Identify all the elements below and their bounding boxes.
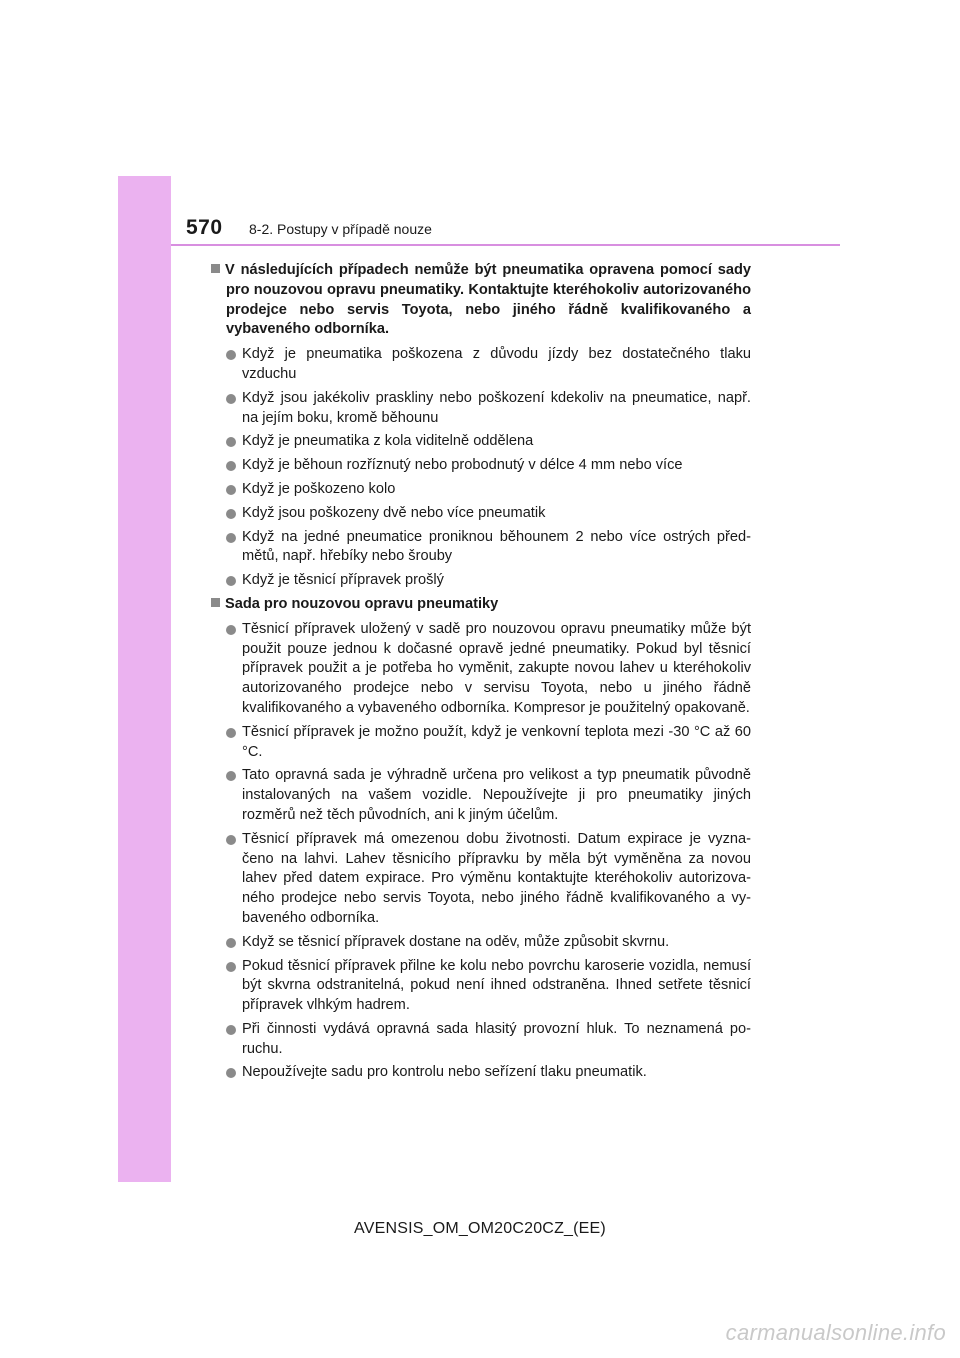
list-item-text: Když jsou jakékoliv praskliny nebo poškození kdekoliv na pneumatice, např. na jejím boku, kromě běhounu: [242, 389, 751, 426]
section-heading-repair-kit: [211, 595, 751, 615]
round-bullet-icon: [226, 485, 236, 495]
header-divider: [171, 244, 840, 246]
list-item-text: Nepoužívejte sadu pro kontrolu nebo seřízení tlaku pneumatik.: [242, 1064, 647, 1081]
round-bullet-icon: [226, 835, 236, 845]
list-item: [211, 389, 751, 429]
square-bullet-icon: [211, 598, 220, 607]
list-item-text: Při činnosti vydává opravná sada hlasitý provozní hluk. To neznamená poruchu.: [242, 1020, 751, 1057]
round-bullet-icon: [226, 625, 236, 635]
round-bullet-icon: [226, 728, 236, 738]
section-heading-restrictions: [211, 261, 751, 340]
list-item-text: Pokud těsnicí přípravek přilne ke kolu nebo povrchu karoserie vozidla, nemusí být skvrna odstranitelná, pokud není ihned odstraněna. Ihned setřete těsnicí přípravek vlhkým hadrem.: [242, 957, 751, 1014]
list-item: [211, 957, 751, 1016]
list-item-text: Když jsou poškozeny dvě nebo více pneumatik: [242, 504, 546, 521]
list-item: [211, 432, 751, 452]
round-bullet-icon: [226, 461, 236, 471]
document-code: AVENSIS_OM_OM20C20CZ_(EE): [354, 1220, 606, 1237]
list-item-text: Když je těsnicí přípravek prošlý: [242, 572, 444, 589]
round-bullet-icon: [226, 437, 236, 447]
round-bullet-icon: [226, 350, 236, 360]
round-bullet-icon: [226, 1025, 236, 1035]
list-item-text: Těsnicí přípravek je možno použít, když je venkovní teplota mezi -30 °C až 60 °C.: [242, 723, 751, 760]
round-bullet-icon: [226, 533, 236, 543]
list-item: [211, 528, 751, 568]
list-item: [211, 1020, 751, 1060]
list-item-text: Tato opravná sada je výhradně určena pro velikost a typ pneumatik původně instalovaných na vašem vozidle. Nepoužívejte ji pro pneumatiky jiných rozměrů než těch původních, ani k jiným účelům.: [242, 767, 751, 823]
round-bullet-icon: [226, 771, 236, 781]
list-item-text: Když je běhoun rozříznutý nebo probodnutý v délce 4 mm nebo více: [242, 457, 683, 474]
list-item: [211, 571, 751, 591]
list-item-text: Když je poškozeno kolo: [242, 480, 396, 497]
list-item: [211, 1063, 751, 1083]
site-watermark: carmanualsonline.info: [725, 1320, 946, 1345]
list-item: [211, 933, 751, 953]
list-item-text: Těsnicí přípravek má omezenou dobu životnosti. Datum expirace je vyznačeno na lahvi. Lahev těsnicího přípravku by měla být vyměněna za novou lahev před datem expirace. Pro výměnu kontaktujte kteréhokoliv autorizovaného prodejce nebo servis Toyota, nebo jiného řádně kvalifikovaného a vybaveného odborníka.: [242, 830, 751, 926]
list-item-text: Když je pneumatika poškozena z důvodu jízdy bez dostatečného tlaku vzduchu: [242, 346, 751, 382]
round-bullet-icon: [226, 576, 236, 586]
page-number: 570: [186, 216, 223, 239]
list-item-text: Když se těsnicí přípravek dostane na oděv, může způsobit skvrnu.: [242, 933, 670, 950]
list-item: [211, 480, 751, 500]
list-item: [211, 345, 751, 385]
list-item: [211, 830, 751, 929]
round-bullet-icon: [226, 1068, 236, 1078]
round-bullet-icon: [226, 394, 236, 404]
round-bullet-icon: [226, 509, 236, 519]
chapter-side-bar: [118, 176, 171, 1182]
square-bullet-icon: [211, 264, 220, 273]
list-item-text: Těsnicí přípravek uložený v sadě pro nouzovou opravu pneumatiky může být použit pouze jednou k dočasné opravě jedné pneumatiky. Pokud byl těsnicí přípravek použit a je potřeba ho vyměnit, zakupte novou lahev u kteréhokoliv autorizovaného prodejce nebo v servisu Toyota, nebo u jiného řádně kvalifikovaného a vybaveného odborníka. Kompresor je použitelný opakovaně.: [242, 620, 751, 716]
heading-text: Sada pro nouzovou opravu pneumatiky: [225, 595, 499, 612]
list-item: [211, 620, 751, 719]
list-item: [211, 504, 751, 524]
list-item: [211, 723, 751, 763]
heading-text: V následujících případech nemůže být pneumatika opravena pomocí sady pro nouzovou opravu pneumatiky. Kontaktujte kteréhokoliv autorizovaného prodejce nebo servis Toyota, nebo jiného řádně kvalifikovaného a vybaveného odborníka.: [225, 262, 751, 338]
page-content: [211, 261, 751, 1087]
list-item: [211, 766, 751, 825]
round-bullet-icon: [226, 938, 236, 948]
section-title: 8-2. Postupy v případě nouze: [249, 221, 432, 237]
list-item: [211, 456, 751, 476]
list-item-text: Když na jedné pneumatice proniknou běhounem 2 nebo více ostrých předmětů, např. hřebíky nebo šrouby: [242, 528, 751, 565]
list-item-text: Když je pneumatika z kola viditelně oddělena: [242, 433, 534, 450]
round-bullet-icon: [226, 962, 236, 972]
